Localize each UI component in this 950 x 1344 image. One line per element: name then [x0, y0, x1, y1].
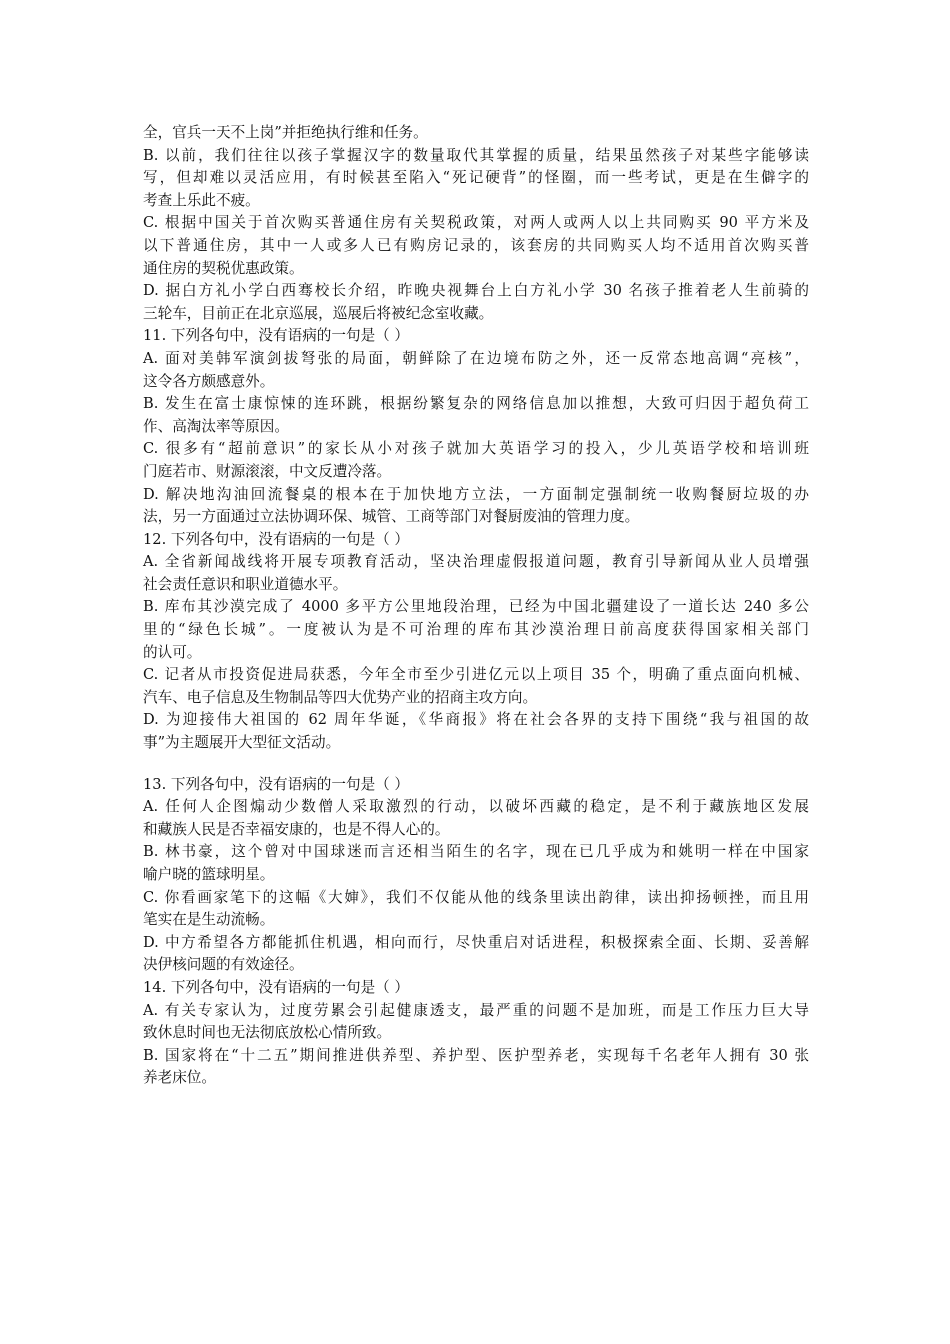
text-line: B. 林书豪，这个曾对中国球迷而言还相当陌生的名字，现在已几乎成为和姚明一样在中国家: [143, 843, 809, 861]
text-line: B. 国家将在“十二五”期间推进供养型、养护型、医护型养老，实现每千名老年人拥有 30 张: [143, 1046, 809, 1064]
text-line: 里的“绿色长城”。一度被认为是不可治理的库布其沙漠治理日前高度获得国家相关部门: [143, 621, 809, 639]
paragraph: [143, 664, 809, 709]
paragraph: [143, 280, 809, 325]
text-line: A. 任何人企图煽动少数僧人采取激烈的行动，以破坏西藏的稳定，是不利于藏族地区发展: [143, 798, 809, 816]
text-line: 汽车、电子信息及生物制品等四大优势产业的招商主攻方向。: [143, 688, 538, 706]
text-line: B. 以前，我们往往以孩子掌握汉字的数量取代其掌握的质量，结果虽然孩子对某些字能够读: [143, 146, 809, 164]
text-line: D. 中方希望各方都能抓住机遇，相向而行，尽快重启对话进程，积极探索全面、长期、妥善解: [143, 933, 809, 951]
text-line: 笔实在是生动流畅。: [143, 911, 275, 929]
text-line: B. 发生在富士康惊悚的连环跳，根据纷繁复杂的网络信息加以推想，大致可归因于超负荷工: [143, 395, 809, 413]
paragraph-gap: [143, 755, 809, 774]
text-line: A. 面对美韩军演剑拔弩张的局面，朝鲜除了在边境布防之外，还一反常态地高调“亮核”，: [143, 349, 809, 367]
paragraph: [143, 484, 809, 529]
text-line: 通住房的契税优惠政策。: [143, 259, 304, 277]
paragraph: [143, 1000, 809, 1045]
text-line: 写，但却难以灵活应用，有时候甚至陷入“死记硬背”的怪圈，而一些考试，更是在生僻字的: [143, 169, 809, 187]
text-line: D. 为迎接伟大祖国的 62 周年华诞，《华商报》将在社会各界的支持下围绕“我与祖国的故: [143, 711, 809, 729]
paragraph: [143, 438, 809, 483]
paragraph: [143, 348, 809, 393]
paragraph: [143, 977, 809, 1000]
text-line: A. 有关专家认为，过度劳累会引起健康透支，最严重的问题不是加班，而是工作压力巨大导: [143, 1001, 809, 1019]
text-line: D. 解决地沟油回流餐桌的根本在于加快地方立法，一方面制定强制统一收购餐厨垃圾的办: [143, 485, 809, 503]
text-line: 14. 下列各句中，没有语病的一句是（ ）: [143, 978, 409, 996]
text-line: 11. 下列各句中，没有语病的一句是（ ）: [143, 327, 409, 345]
text-line: 考查上乐此不疲。: [143, 191, 260, 209]
text-line: 养老床位。: [143, 1069, 216, 1087]
text-line: 喻户晓的篮球明星。: [143, 866, 275, 883]
text-line: 这令各方颇感意外。: [143, 372, 275, 390]
text-line: C. 记者从市投资促进局获悉，今年全市至少引进亿元以上项目 35 个，明确了重点面向机械、: [143, 666, 809, 684]
paragraph: [143, 145, 809, 213]
text-line: 社会责任意识和职业道德水平。: [143, 575, 348, 593]
paragraph: [143, 841, 809, 886]
paragraph: [143, 122, 809, 145]
text-line: C. 根据中国关于首次购买普通住房有关契税政策，对两人或两人以上共同购买 90 平方米及: [143, 214, 809, 232]
paragraph: [143, 774, 809, 797]
text-line: 的认可。: [143, 643, 202, 661]
text-line: 以下普通住房，其中一人或多人已有购房记录的，该套房的共同购买人均不适用首次购买普: [143, 236, 809, 254]
text-line: 法，另一方面通过立法协调环保、城管、工商等部门对餐厨废油的管理力度。: [143, 508, 640, 526]
paragraph: [143, 596, 809, 664]
paragraph: [143, 325, 809, 348]
text-line: 13. 下列各句中，没有语病的一句是（ ）: [143, 775, 409, 793]
text-line: A. 全省新闻战线将开展专项教育活动，坚决治理虚假报道问题，教育引导新闻从业人员增强: [143, 553, 809, 571]
text-line: D. 据白方礼小学白西骞校长介绍，昨晚央视舞台上白方礼小学 30 名孩子推着老人生前骑的: [143, 282, 809, 300]
text-line: 和藏族人民是否幸福安康的，也是不得人心的。: [143, 820, 450, 838]
paragraph: [143, 393, 809, 438]
document-body: [143, 122, 809, 1090]
text-line: C. 你看画家笔下的这幅《大婶》，我们不仅能从他的线条里读出韵律，读出抑扬顿挫，而且用: [143, 888, 809, 906]
paragraph: [143, 212, 809, 280]
text-line: 12. 下列各句中，没有语病的一句是（ ）: [143, 530, 409, 548]
text-line: C. 很多有“超前意识”的家长从小对孩子就加大英语学习的投入，少儿英语学校和培训班: [143, 440, 809, 458]
text-line: 三轮车，目前正在北京巡展，巡展后将被纪念室收藏。: [143, 304, 494, 322]
paragraph: [143, 529, 809, 552]
text-line: 决伊核问题的有效途径。: [143, 956, 304, 974]
paragraph: [143, 1045, 809, 1090]
text-line: 作、高淘汰率等原因。: [143, 417, 289, 435]
text-line: 致休息时间也无法彻底放松心情所致。: [143, 1024, 392, 1042]
paragraph: [143, 887, 809, 932]
text-line: 门庭若市、财源滚滚，中文反遭冷落。: [143, 462, 392, 480]
document-page: [143, 122, 809, 1090]
paragraph: [143, 709, 809, 754]
text-line: 全，官兵一天不上岗”并拒绝执行维和任务。: [143, 124, 428, 141]
paragraph: [143, 932, 809, 977]
text-line: B. 库布其沙漠完成了 4000 多平方公里地段治理，已经为中国北疆建设了一道长达 240 多公: [143, 598, 809, 616]
paragraph: [143, 796, 809, 841]
text-line: 事”为主题展开大型征文活动。: [143, 734, 341, 752]
paragraph: [143, 551, 809, 596]
